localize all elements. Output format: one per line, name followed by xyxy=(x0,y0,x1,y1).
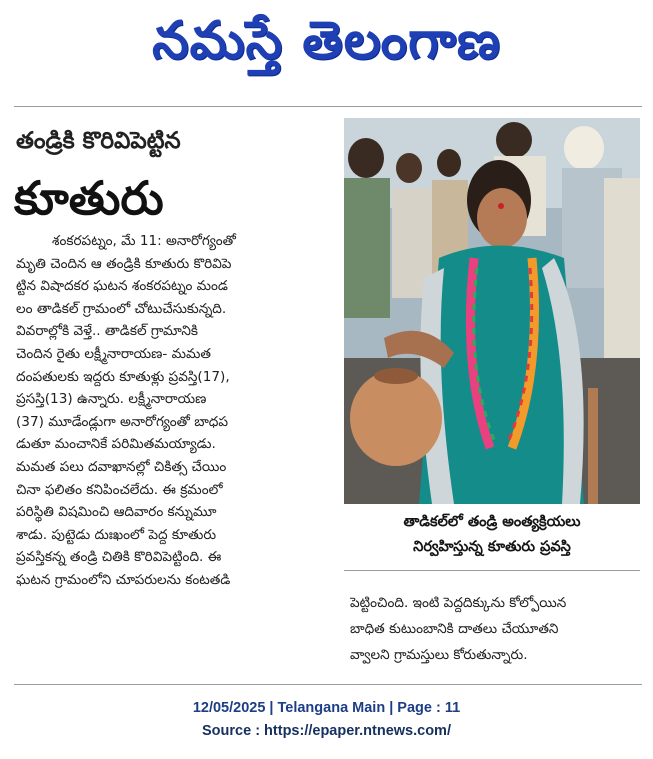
body-line: బాధిత కుటుంబానికి దాతలు చేయూతని xyxy=(350,621,559,637)
article-photo xyxy=(344,118,640,504)
body-line: పరిస్థితి విషమించి ఆదివారం కన్నుమూ xyxy=(16,504,217,521)
footer-divider xyxy=(14,684,642,685)
body-line: చెందిన రైతు లక్ష్మీనారాయణ- మమత xyxy=(16,345,211,362)
body-line: పెట్టించింది. ఇంటి పెద్దదిక్కును కోల్పోయిన xyxy=(350,595,567,611)
body-line: డుతూ మంచానికే పరిమితమయ్యాడు. xyxy=(16,436,216,453)
masthead-divider xyxy=(14,106,642,107)
article-headline: కూతురు xyxy=(14,171,164,225)
caption-line: తాడికల్‌లో తండ్రి అంత్యక్రియలు xyxy=(403,514,581,530)
body-line: ట్టిన విషాదకర ఘటన శంకరపట్నం మండ xyxy=(16,278,228,295)
source-link[interactable]: Source : https://epaper.ntnews.com/ xyxy=(202,723,451,739)
body-line: ప్రవస్తికన్న తండ్రి చితికి కొరివిపెట్టింది. ఈ xyxy=(16,549,222,566)
body-line: లం తాడికల్ గ్రామంలో చోటుచేసుకున్నది. xyxy=(16,300,227,317)
body-line: శంకరపట్నం, మే 11: అనారోగ్యంతో xyxy=(52,233,236,249)
body-line: శాడు. పుట్టెడు దుఃఖంలో పెద్ద కూతురు xyxy=(16,526,217,543)
article-kicker: తండ్రికి కొరివిపెట్టిన xyxy=(16,128,181,154)
body-line: వివరాల్లోకి వెళ్తే.. తాడికల్ గ్రామానికి xyxy=(16,323,198,340)
caption-line: నిర్వహిస్తున్న కూతురు ప్రవస్తి xyxy=(413,539,571,555)
body-line: మృతి చెందిన ఆ తండ్రికి కూతురు కొరివిపె xyxy=(16,255,232,272)
body-line: ఘటన గ్రామంలోని చూపరులను కంటతడి xyxy=(16,571,231,588)
body-line: వ్వాలని గ్రామస్తులు కోరుతున్నారు. xyxy=(350,647,528,663)
body-line: చినా ఫలితం కనిపించలేదు. ఈ క్రమంలో xyxy=(16,481,223,498)
page-footer xyxy=(0,697,653,743)
edition-info: 12/05/2025 | Telangana Main | Page : 11 xyxy=(192,700,461,716)
funeral-photo-illustration xyxy=(344,118,640,504)
body-line: ప్రసస్తి(13) ఉన్నారు. లక్ష్మీనారాయణ xyxy=(16,391,207,408)
body-line: (37) మూడేండ్లుగా అనారోగ్యంతో బాధప xyxy=(16,413,229,430)
photo-caption xyxy=(344,510,640,560)
masthead-title: నమస్తే తెలంగాణ xyxy=(152,11,501,71)
body-line: దంపతులకు ఇద్దరు కూతుళ్లు ప్రవస్తి(17), xyxy=(16,368,230,385)
body-line: మమత పలు దవాఖానల్లో చికిత్స చేయిం xyxy=(16,458,227,475)
article-body xyxy=(16,230,334,592)
article-body-continued xyxy=(350,590,640,668)
caption-divider xyxy=(344,570,640,571)
